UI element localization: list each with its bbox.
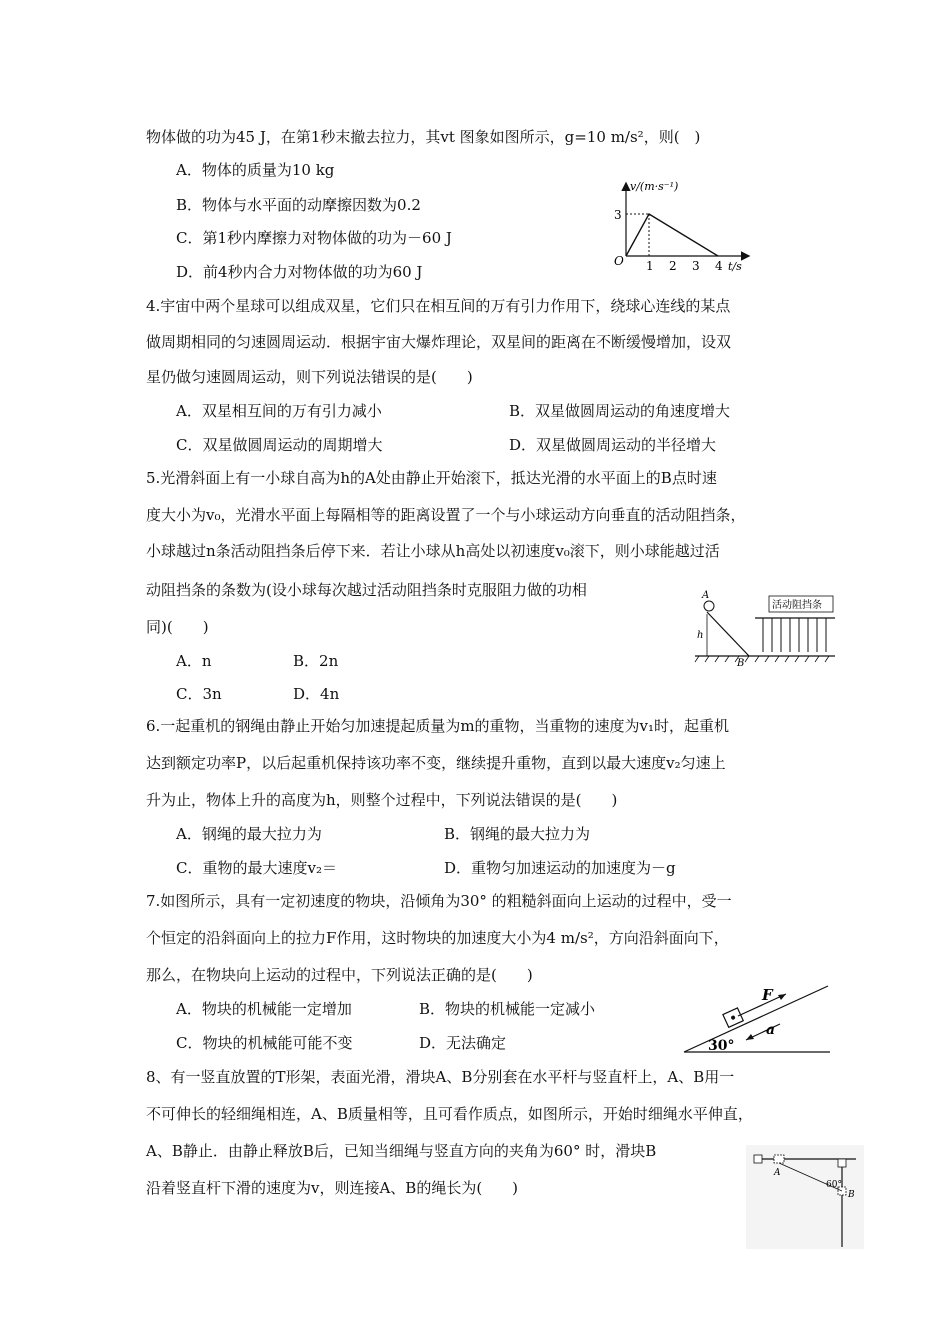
q5-option-a: A．n — [176, 652, 212, 670]
q6-line-3: 升为止，物体上升的高度为h，则整个过程中，下列说法错误的是( ) — [146, 791, 618, 809]
q5-line-3: 小球越过n条活动阻挡条后停下来．若让小球从h高处以初速度v₀滚下，则小球能越过活 — [146, 542, 720, 560]
slider-a — [774, 1155, 784, 1163]
label-h: h — [697, 630, 704, 641]
ground-hatch — [695, 656, 829, 662]
q7-line-3: 那么，在物块向上运动的过程中，下列说法正确的是( ) — [146, 966, 533, 984]
q5-option-c: C．3n — [176, 685, 222, 703]
q5-option-d: D．4n — [293, 685, 340, 703]
block — [723, 1008, 743, 1027]
q4-option-a: A．双星相互间的万有引力减小 — [176, 402, 382, 420]
origin-label: O — [614, 254, 624, 268]
q4-option-b: B．双星做圆周运动的角速度增大 — [509, 402, 731, 420]
q6-option-b: B．钢绳的最大拉力为 — [444, 825, 591, 843]
q7-line-1: 7.如图所示，具有一定初速度的物块，沿倾角为30° 的粗糙斜面向上运动的过程中，受一 — [146, 892, 732, 910]
accel-arrowhead — [746, 1034, 754, 1040]
q7-option-c: C．物块的机械能可能不变 — [176, 1034, 353, 1052]
velocity-curve — [626, 214, 718, 256]
q6-option-c: C．重物的最大速度v₂＝ — [176, 859, 337, 877]
ball-a — [704, 601, 714, 611]
q3-option-c: C．第1秒内摩擦力对物体做的功为－60 J — [176, 229, 452, 247]
force-arrowhead — [778, 994, 786, 1000]
q5-option-b: B．2n — [293, 652, 339, 670]
q7-line-2: 个恒定的沿斜面向上的拉力F作用，这时物块的加速度大小为4 m/s²，方向沿斜面向下， — [146, 929, 729, 947]
q3-stem: 物体做的功为45 J，在第1秒末撤去拉力，其vt 图象如图所示，g=10 m/s²，则( ) — [146, 128, 701, 146]
x-tick-1: 1 — [646, 259, 654, 273]
label-a: A — [774, 1168, 781, 1178]
q6-line-1: 6.一起重机的钢绳由静止开始匀加速提起质量为m的重物，当重物的速度为v₁时，起重机 — [146, 717, 730, 735]
q7-option-d: D．无法确定 — [419, 1034, 507, 1052]
q3-option-d: D．前4秒内合力对物体做的功为60 J — [176, 263, 423, 281]
y-axis-label: v/(m·s⁻¹) — [630, 180, 679, 193]
q6-option-a: A．钢绳的最大拉力为 — [176, 825, 322, 843]
label-a: A — [702, 590, 710, 601]
accel-label: a — [766, 1022, 776, 1038]
q7-option-b: B．物块的机械能一定减小 — [419, 1000, 596, 1018]
label-b: B — [737, 658, 745, 668]
q6-option-d: D．重物匀加速运动的加速度为－g — [444, 859, 676, 877]
label-b: B — [848, 1190, 855, 1200]
q4-option-c: C．双星做圆周运动的周期增大 — [176, 436, 383, 454]
incline-barrier-figure — [693, 590, 838, 668]
q7-option-a: A．物块的机械能一定增加 — [176, 1000, 352, 1018]
y-tick-3: 3 — [614, 208, 622, 222]
barrier-tag-label: 活动阻挡条 — [772, 600, 822, 611]
incline-force-figure — [682, 978, 834, 1056]
q3-option-a: A．物体的质量为10 kg — [176, 161, 335, 179]
x-tick-2: 2 — [669, 259, 677, 273]
angle-label: 60° — [826, 1180, 842, 1190]
q4-line-1: 4.宇宙中两个星球可以组成双星，它们只在相互间的万有引力作用下，绕球心连线的某点 — [146, 297, 731, 315]
q8-line-2: 不可伸长的轻细绳相连，A、B质量相等，且可看作质点，如图所示，开始时细绳水平伸直， — [146, 1105, 753, 1123]
q4-line-2: 做周期相同的匀速圆周运动．根据宇宙大爆炸理论，双星间的距离在不断缓慢增加，设双 — [146, 333, 732, 351]
x-axis-label: t/s — [728, 260, 742, 273]
force-label: F — [762, 986, 773, 1004]
slider-b-start — [838, 1159, 846, 1167]
x-tick-4: 4 — [715, 259, 723, 273]
vt-graph-figure — [600, 176, 760, 276]
q6-line-2: 达到额定功率P，以后起重机保持该功率不变，继续提升重物，直到以最大速度v₂匀速上 — [146, 754, 726, 772]
q3-option-b: B．物体与水平面的动摩擦因数为0.2 — [176, 196, 421, 214]
barrier-strips — [763, 618, 826, 652]
incline-line — [707, 612, 749, 656]
q8-line-4: 沿着竖直杆下滑的速度为v，则连接A、B的绳长为( ) — [146, 1179, 519, 1197]
q5-line-1: 5.光滑斜面上有一小球自高为h的A处由静止开始滚下，抵达光滑的水平面上的B点时速 — [146, 469, 717, 487]
q8-line-1: 8、有一竖直放置的T形架，表面光滑，滑块A、B分别套在水平杆与竖直杆上，A、B用一 — [146, 1068, 735, 1086]
q5-line-5: 同)( ) — [146, 618, 209, 636]
q8-line-3: A、B静止．由静止释放B后，已知当细绳与竖直方向的夹角为60° 时，滑块B — [146, 1142, 657, 1160]
t-frame-figure — [746, 1145, 864, 1249]
rod-end-block — [754, 1155, 762, 1163]
angle-label: 30° — [708, 1038, 735, 1054]
q5-line-4: 动阻挡条的条数为(设小球每次越过活动阻挡条时克服阻力做的功相 — [146, 581, 587, 599]
incline-surface — [684, 986, 828, 1052]
q4-line-3: 星仍做匀速圆周运动，则下列说法错误的是( ) — [146, 368, 473, 386]
q5-line-2: 度大小为v₀，光滑水平面上每隔相等的距离设置了一个与小球运动方向垂直的活动阻挡条， — [146, 506, 746, 524]
q4-option-d: D．双星做圆周运动的半径增大 — [509, 436, 717, 454]
x-tick-3: 3 — [692, 259, 700, 273]
